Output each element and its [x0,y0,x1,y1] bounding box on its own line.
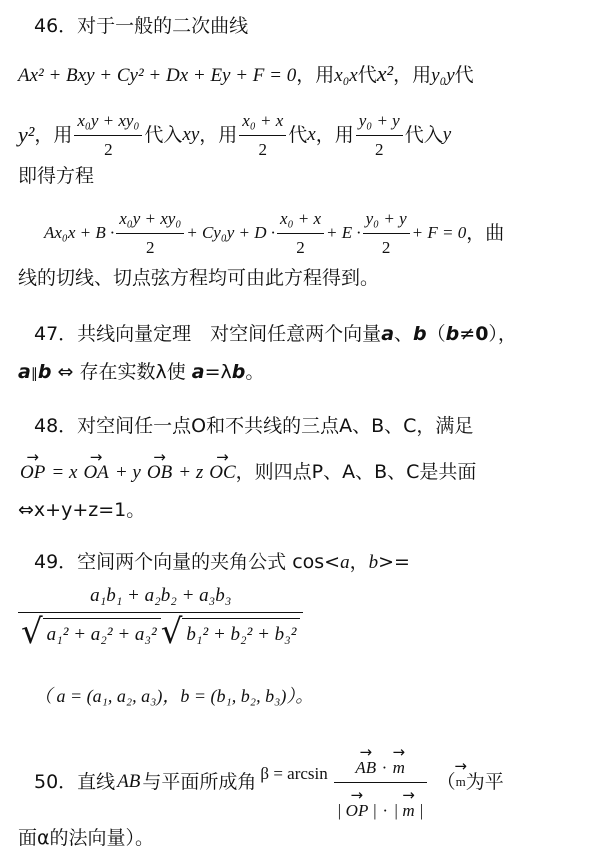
beta-formula: β = arcsin [260,764,328,783]
vector-b: b [368,552,379,573]
vector-b: b [445,323,460,345]
text: （ [436,771,456,793]
fraction-denominator [18,612,303,652]
item47-line2 [18,360,264,386]
math-term: = x [51,462,78,483]
text: ，用 [315,124,354,146]
item48-line2 [20,460,476,485]
fraction [277,207,324,260]
text: ，用 [296,64,335,86]
fraction-numerator: x₀ + x [280,208,322,228]
math-term: + F = 0 [411,223,467,242]
fraction [116,207,184,260]
vector-a: a [340,552,350,573]
vector-oc: → OC [209,461,235,485]
item48-title: 48．对空间任一点O和不共线的三点A、B、C，满足 [34,415,474,437]
vector-b: b [231,361,246,383]
item46-title: 46．对于一般的二次曲线 [34,15,249,37]
text: ，用 [199,124,238,146]
fraction-numerator: x₀y + xy₀ [77,110,140,130]
item48-line3: ⇔x+y+z=1。 [18,499,146,521]
dot: · [382,800,389,820]
item46-line4: 即得方程 [18,165,95,187]
item49-definition: （ a = (a₁, a₂, a₃)，b = (b₁, b₂, b₃)）。 [34,686,314,706]
zero-vector: 0 [475,323,489,345]
vector-op: → OP [20,461,45,485]
vector-b: b [413,323,427,345]
radicand: b₁² + b₂² + b₃² [182,618,300,647]
vector-m: → m [456,770,466,794]
text: ≠ [459,323,476,345]
text: ⇔ 存在实数λ使 [57,361,186,383]
fraction-numerator: x₀y + xy₀ [119,208,182,228]
math-term: x₀x [334,65,358,86]
text: 49．空间两个向量的夹角公式 cos< [34,551,341,573]
sqrt [21,612,161,652]
math-term: + Cy₀y + D · [186,223,276,242]
fraction-denominator: 2 [116,233,184,260]
fraction [356,109,403,162]
math-term: y [442,124,452,145]
radical-sign: √ [21,612,43,652]
radical-sign: √ [160,612,183,652]
text: ，用 [34,124,73,146]
vector-a: a [381,323,395,345]
math-term: y² [18,122,35,147]
norm-m: → | m | [393,799,423,823]
angle-formula [18,584,303,652]
vector-m: → m [393,756,405,780]
text: 、 [394,323,414,345]
math-term: x² [376,61,394,86]
fraction-denominator: 2 [239,135,286,162]
text: 代 [357,64,377,86]
vector-ab: → AB [355,756,376,780]
quadric-equation: Ax² + Bxy + Cy² + Dx + Ey + F = 0 [18,65,297,86]
sqrt [160,612,301,652]
item46-line3 [18,112,451,158]
vector-ob: → OB [147,461,172,485]
math-term: xy [182,124,200,145]
text: ，曲 [466,222,505,244]
fraction-denominator: 2 [356,135,403,162]
math-term: + z [178,462,204,483]
item50-line1 [34,752,504,820]
fraction-numerator: y₀ + y [365,208,407,228]
text: 为平 [465,771,504,793]
vector-a: a [191,361,205,383]
text: ，用 [393,64,432,86]
math-term: Ax₀x + B · [44,223,115,242]
fraction-numerator: x₀ + x [242,110,284,130]
fraction-numerator: a₁b₁ + a₂b₂ + a₃b₃ [90,585,232,606]
fraction-denominator: 2 [363,233,410,260]
text: ，则四点P、A、B、C是共面 [235,461,477,483]
parallel-symbol: ∥ [30,366,38,382]
fraction-denominator [334,782,427,823]
fraction [18,584,303,652]
text: 50．直线 [34,771,116,793]
vector-b: b [37,361,52,383]
fraction-denominator: 2 [277,233,324,260]
math-term: + E · [326,223,361,242]
fraction-denominator: 2 [74,135,142,162]
item46-line2 [18,62,474,88]
fraction-numerator: y₀ + y [358,110,400,130]
fraction [239,109,286,162]
text: 代 [454,64,474,86]
line-ab: AB [117,771,141,792]
text: >= [378,551,410,573]
item47-line1 [34,322,517,346]
text: 代 [288,124,308,146]
radicand: a₁² + a₂² + a₃² [43,618,161,647]
text: 47．共线向量定理 对空间任意两个向量 [34,323,382,345]
text: 与平面所成角 [142,771,257,793]
fraction [363,207,410,260]
text: 。 [245,361,265,383]
norm-op: → | OP | [337,799,377,823]
math-term: + y [114,462,141,483]
text: （ [426,323,446,345]
fraction-numerator [352,742,408,782]
text: 代入 [144,124,183,146]
item50-line2: 面α的法向量）。 [18,827,155,849]
vector-a: a [18,361,31,383]
fraction [334,742,427,823]
item46-tangent-equation [44,208,504,258]
dot: · [381,757,388,777]
item49-title [34,550,410,575]
text: ， [349,551,369,573]
math-term: x [307,124,316,145]
fraction [74,109,142,162]
text: 代入 [404,124,443,146]
vector-oa: → OA [83,461,108,485]
text: =λ [204,361,232,383]
text: ）， [488,323,517,345]
math-term: y₀y [431,65,455,86]
item46-line6: 线的切线、切点弦方程均可由此方程得到。 [18,267,380,289]
